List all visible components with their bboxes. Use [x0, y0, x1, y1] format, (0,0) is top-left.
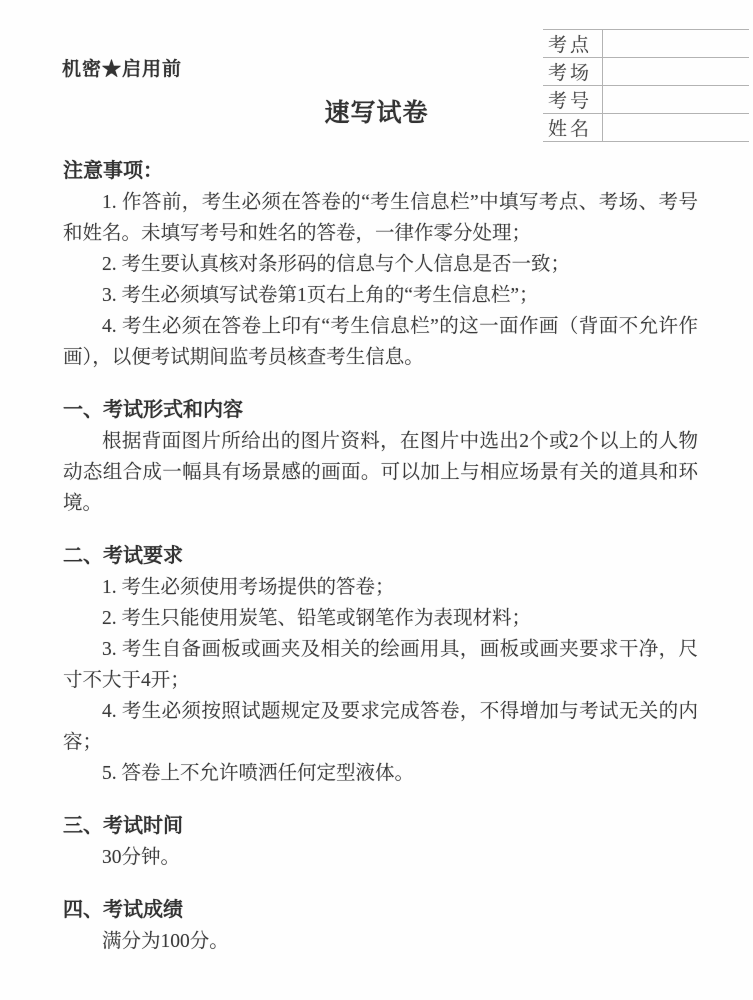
requirement-item-2: 2. 考生只能使用炭笔、铅笔或钢笔作为表现材料； — [102, 608, 532, 629]
requirement-item-3: 3. 考生自备画板或画夹及相关的绘画用具，画板或画夹要求干净，尺寸不大于4开； — [63, 639, 698, 691]
exam-number-label: 考号 — [543, 86, 603, 114]
requirement-item-5: 5. 答卷上不允许喷洒任何定型液体。 — [102, 763, 415, 784]
notice-item-2: 2. 考生要认真核对条形码的信息与个人信息是否一致； — [102, 254, 571, 275]
section-exam-format-content — [63, 395, 698, 519]
section-paragraph: 满分为100分。 — [102, 931, 229, 952]
requirement-item-4: 4. 考生必须按照试题规定及要求完成答卷，不得增加与考试无关的内容； — [63, 701, 698, 753]
name-label: 姓名 — [543, 114, 603, 142]
document-body — [63, 156, 698, 957]
notice-item-3: 3. 考生必须填写试卷第1页右上角的“考生信息栏”； — [102, 285, 539, 306]
exam-room-label: 考场 — [543, 58, 603, 86]
exam-site-label: 考点 — [543, 30, 603, 58]
notice-section — [63, 156, 698, 373]
section-heading: 二、考试要求 — [63, 545, 183, 567]
section-exam-score — [63, 895, 698, 957]
section-heading: 一、考试形式和内容 — [63, 399, 243, 421]
notice-heading: 注意事项： — [63, 160, 163, 182]
requirement-item-1: 1. 考生必须使用考场提供的答卷； — [102, 577, 395, 598]
table-row — [543, 58, 749, 86]
section-exam-time — [63, 811, 698, 873]
section-heading: 三、考试时间 — [63, 815, 183, 837]
page-title: 速写试卷 — [324, 100, 429, 127]
exam-room-value-cell — [603, 58, 750, 86]
section-exam-requirements — [63, 541, 698, 789]
notice-item-1: 1. 作答前，考生必须在答卷的“考生信息栏”中填写考点、考场、考号和姓名。未填写考号和姓名的答卷，一律作零分处理； — [63, 192, 698, 244]
table-row — [543, 30, 749, 58]
exam-site-value-cell — [603, 30, 750, 58]
section-heading: 四、考试成绩 — [63, 899, 183, 921]
section-paragraph: 30分钟。 — [102, 847, 181, 868]
confidential-label: 机密★启用前 — [62, 59, 183, 80]
notice-item-4: 4. 考生必须在答卷上印有“考生信息栏”的这一面作画（背面不允许作画），以便考试期间监考员核查考生信息。 — [63, 316, 698, 368]
section-paragraph: 根据背面图片所给出的图片资料，在图片中选出2个或2个以上的人物动态组合成一幅具有场景感的画面。可以加上与相应场景有关的道具和环境。 — [63, 431, 698, 514]
